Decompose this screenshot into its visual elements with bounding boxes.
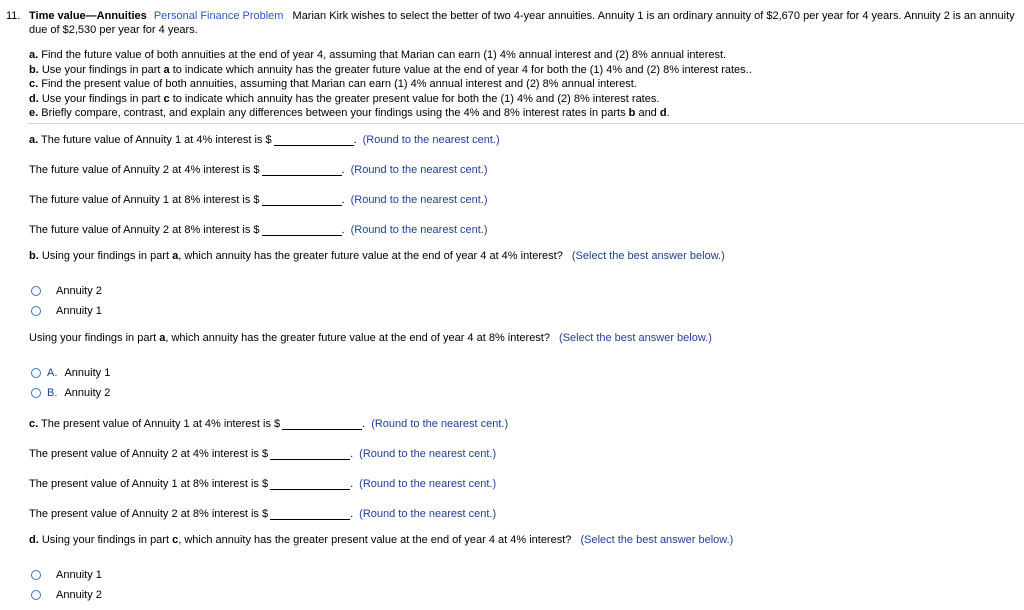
answer-a-label: a. (29, 134, 39, 146)
fv1-8-row (29, 192, 488, 206)
fv2-8-label: The future value of Annuity 2 at 8% interest is $ (29, 224, 260, 236)
pv2-8-input[interactable] (270, 506, 350, 520)
b-question-1 (29, 250, 725, 262)
part-c-label: c. (29, 78, 39, 90)
round-hint: (Round to the nearest cent.) (350, 194, 488, 206)
part-d-text: Use your findings in part (41, 92, 164, 105)
option-text-b: Annuity 2 (64, 387, 111, 399)
fv2-8-row (29, 222, 488, 236)
part-e-mid: and (635, 107, 660, 119)
part-b-label: b. (29, 63, 39, 76)
period: . (341, 164, 345, 176)
parts-list (29, 48, 752, 121)
radio-d1-annuity2[interactable] (31, 590, 41, 600)
round-hint: (Round to the nearest cent.) (362, 134, 500, 146)
part-c-text: Find the present value of both annuities, assuming that Marian can earn (1) 4% annual interest and (2) 8% annual interest. (41, 78, 637, 90)
d-q1-ref: c (172, 534, 179, 546)
period: . (353, 134, 357, 146)
part-a (29, 48, 752, 63)
b-q1-post: , which annuity has the greater future value at the end of year 4 at 4% interest? (178, 250, 563, 262)
part-c (29, 77, 752, 92)
part-b (29, 63, 752, 78)
pv1-4-label: The present value of Annuity 1 at 4% interest is $ (41, 418, 281, 430)
b2-option-b[interactable] (47, 387, 110, 399)
fv1-4-input[interactable] (274, 132, 354, 146)
part-d (29, 92, 752, 107)
pv2-4-row (29, 446, 496, 460)
answer-b-label: b. (29, 250, 39, 262)
select-hint: (Select the best answer below.) (559, 332, 712, 344)
fv2-4-input[interactable] (262, 162, 342, 176)
part-e-end: . (666, 107, 670, 119)
answer-d-label: d. (29, 534, 39, 546)
question-text: Marian Kirk wishes to select the better of two 4-year annuities. Annuity 1 is an ordinary annuity of $2,670 per year for 4 years. Annuity 2 is an annuity due of $2,530 per year for 4 years. (29, 10, 1015, 36)
b-q1-pre: Using your findings in part (41, 250, 173, 262)
part-e-ref2: d (659, 107, 667, 119)
fv1-4-label: The future value of Annuity 1 at 4% interest is $ (41, 134, 272, 146)
round-hint: (Round to the nearest cent.) (371, 418, 509, 430)
pv2-8-label: The present value of Annuity 2 at 8% interest is $ (29, 508, 269, 520)
pv1-8-input[interactable] (270, 476, 350, 490)
b-q1-ref: a (172, 250, 179, 262)
part-d-label: d. (29, 92, 39, 105)
period: . (341, 194, 345, 206)
period: . (350, 478, 354, 490)
part-b-text: Use your findings in part (41, 63, 164, 76)
part-b-text2: to indicate which annuity has the greater future value at the end of year 4 for both the (1) 4% and (2) 8% interest rates.. (169, 63, 752, 76)
part-e-ref1: b (628, 107, 636, 119)
pv2-4-input[interactable] (270, 446, 350, 460)
b-q2-pre: Using your findings in part (29, 332, 160, 344)
radio-b1-annuity2[interactable] (31, 286, 41, 296)
part-b-ref: a (163, 63, 170, 76)
radio-b2-b[interactable] (31, 388, 41, 398)
b-q2-ref: a (159, 332, 166, 344)
b1-option-annuity2[interactable]: Annuity 2 (56, 285, 102, 297)
fv1-8-label: The future value of Annuity 1 at 8% interest is $ (29, 194, 260, 206)
fv2-4-row (29, 162, 488, 176)
fv2-4-label: The future value of Annuity 2 at 4% interest is $ (29, 164, 260, 176)
part-e (29, 106, 752, 121)
question-title: Time value—Annuities (29, 10, 147, 22)
option-letter-a: A. (47, 367, 58, 379)
period: . (341, 224, 345, 236)
fv2-8-input[interactable] (262, 222, 342, 236)
round-hint: (Round to the nearest cent.) (359, 478, 497, 490)
b-question-2 (29, 332, 712, 344)
radio-d1-annuity1[interactable] (31, 570, 41, 580)
option-letter-b: B. (47, 387, 58, 399)
fv1-4-row (29, 132, 500, 146)
pv2-4-label: The present value of Annuity 2 at 4% interest is $ (29, 448, 269, 460)
option-text-a: Annuity 1 (64, 367, 111, 379)
period: . (362, 418, 366, 430)
d-q1-pre: Using your findings in part (41, 534, 173, 546)
pv1-8-label: The present value of Annuity 1 at 8% interest is $ (29, 478, 269, 490)
select-hint: (Select the best answer below.) (580, 534, 734, 546)
answer-c-label: c. (29, 418, 39, 430)
period: . (350, 448, 354, 460)
divider (27, 123, 1024, 124)
radio-b1-annuity1[interactable] (31, 306, 41, 316)
part-a-text: Find the future value of both annuities at the end of year 4, assuming that Marian can earn (1) 4% annual interest and (2) 8% annual interest. (41, 49, 727, 61)
part-d-ref: c (163, 92, 170, 105)
period: . (350, 508, 354, 520)
pv1-8-row (29, 476, 496, 490)
fv1-8-input[interactable] (262, 192, 342, 206)
round-hint: (Round to the nearest cent.) (350, 164, 488, 176)
b1-option-annuity1[interactable]: Annuity 1 (56, 305, 102, 317)
personal-finance-tag[interactable]: Personal Finance Problem (153, 10, 284, 22)
select-hint: (Select the best answer below.) (571, 250, 725, 262)
part-a-label: a. (29, 49, 39, 61)
part-d-text2: to indicate which annuity has the greater present value for both the (1) 4% and (2) 8% interest rates. (169, 92, 660, 105)
pv1-4-row (29, 416, 508, 430)
d1-option-annuity2[interactable]: Annuity 2 (56, 589, 102, 601)
b-q2-post: , which annuity has the greater future value at the end of year 4 at 8% interest? (165, 332, 550, 344)
question-header (29, 9, 1019, 37)
question-number: 11. (6, 10, 21, 22)
radio-b2-a[interactable] (31, 368, 41, 378)
round-hint: (Round to the nearest cent.) (350, 224, 488, 236)
round-hint: (Round to the nearest cent.) (359, 508, 497, 520)
round-hint: (Round to the nearest cent.) (359, 448, 497, 460)
part-e-text: Briefly compare, contrast, and explain any differences between your findings using the 4% and 8% interest rates in parts (41, 107, 629, 119)
d1-option-annuity1[interactable]: Annuity 1 (56, 569, 102, 581)
d-question-1 (29, 534, 733, 546)
pv2-8-row (29, 506, 496, 520)
b2-option-a[interactable] (47, 367, 110, 379)
part-e-label: e. (29, 107, 39, 119)
pv1-4-input[interactable] (282, 416, 362, 430)
d-q1-post: , which annuity has the greater present value at the end of year 4 at 4% interest? (178, 534, 572, 546)
